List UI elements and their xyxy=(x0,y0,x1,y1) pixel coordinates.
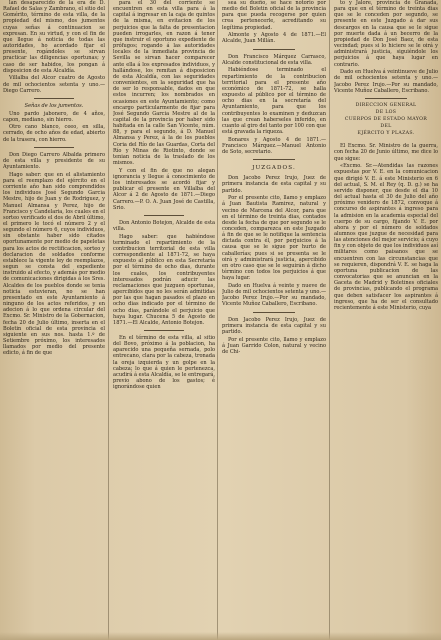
paragraph: Dado en Huelva á veinte y nueve de Julio de mil ochocientos setenta y uno.—Jacobo Perez Irujo.—Por su mandado, Vicente Muñoz Caballero, Escribano. xyxy=(222,282,326,308)
paragraph: Por el presente cito, llamo y emplazo á Juan Bautista Ramirez, natural y vecino de Marcena del Alcor, para que en el término de treinta dias, contados desde la fecha de que por segundo se le conceden, comparezca en este Juzgado á fin de que se le notifique la sentencia dictada contra él, por perjuicios á la causa que se le sigue por hurto de caballerías; pues si se presenta se le oirá y administrará justicia, apercibido en otro caso que se le seguirán á dicho término con todos los perjuicios á que haya lugar. xyxy=(222,195,326,282)
paragraph: Y con el fin de que no alegan ignorancia y llegue á conocimiento de los interesados se acordó fijar y publicar el presente en Villalba del Alcor á 2 de Agosto de 1871.—Diego Carrero.—P. O. A. Juan José de Castilla, Srio. xyxy=(113,167,215,211)
paragraph: En el término de esta villa, al sitio del Bovo, próximo á la poblacion, ha aparecido una pequeña sernada, polo entrecano, clara por la cabeza, tronada la oreja izquierda y un golpe en la cabeza; lo que á quien le pertenezca, acudirá á esta Alcaldía, se le entregará, previo abono de los gastos; é ignorándose quien xyxy=(113,334,215,391)
separator xyxy=(253,312,295,313)
section-subtitle: Señas de los jumentos. xyxy=(24,102,84,109)
column-2 xyxy=(113,0,215,640)
paragraph: Habiéndose terminado el repartimiento de la contribucion territorial para el presente año económico de 1871-72, se halla expuesto al público por el término de ocho dias en la secretaría del Ayuntamiento, para que los contribuyentes lo examinen y deduzcan las que crean haberseles inferido, en cuanto al giro del tanto por 100 con que está gravada la riqueza. xyxy=(222,67,326,135)
paragraph: Dado en Huelva á veintinueve de Julio de mil ochocientos setenta y uno.—Jacobo Perez Irujo.—Por su mandado, Vicente Muñoz Caballero, Escribano. xyxy=(334,69,438,94)
column-3 xyxy=(222,0,326,640)
column-divider xyxy=(108,0,109,640)
separator xyxy=(34,98,75,99)
paragraph: para el 30 del corriente se encuentren en esta villa para á la capital á ingresar en la caja de quintos de la misma, en evitacion de los perjuicios que la falta de presentacion pueden irrogarles, en razon á tener que instruir el oportuno expediente de prófugos; rogando á las autoridades locales de la inmediata provincia de Sevilla se sirvan hacer comparecer ante ella á los expresados individuos, y hallándose, los remitan á disposicion de esta Alcaldía, con las seguridades convenientes, en la seguridad que ha de ser lo responsable, dados en que estos incurren; los nombrados en ocasiones en este Ayuntamiento; como encargo particularmente de fijar para José Segundo Garcia Mestre al de la capital de la provincia por haber sido habitada en la calle San Vicente, núm. 88, y para el segundo, á D. Manuel Almansa y Perez, á la de los pueblos Coria del Río de las Guardas, Corta del Río y Minas de Riotinto, donde se tenian noticia de la traslado de los mismos. xyxy=(113,0,215,167)
paragraph: Por el presente cito, llamo y emplazo á Juan Garrido Colon, natural y vecino de Chi- xyxy=(222,336,326,355)
paragraph: El Excmo. Sr. Ministro de la guerra, con fecha 20 de Junio último, me dice lo que sigue: xyxy=(334,143,438,162)
paragraph: Hago saber: que en el alistamiento para el reemplazo del ejército en el corriente año han sido comprendidos los individuos José Segundo Garcia Mestre, hijo de Juan y de Rodriguez, y Manuel Almansa y Perez, hijo de Francisco y Candelaria, los cuales en el sorteo verificado el dos de Abril último, el primero le tocó el número 2 y el segundo el número 6, cuyos individuos, sin obstante haber sido citados oportunamente por medio de papeletas para los actos de rectificacion, sorteo y declaracion de soldados conforme establece la vigente ley de reemplazos, segun se consta del expediente instruido al efecto, y además por medio de comunicaciones dirigidas á los Sres. Alcaldes de los pueblos donde se tenia noticia estuvieran, no se han presentado en este Ayuntamiento á ninguno de los actos referidos, y en adecion á lo que ordena circular del Excmo. Sr. Ministro de la Gobernacion, fecha 20 de Julio último, inserta en el Boletin oficial de esta provincia el siguiente en sus nos. hasta 1.º de Setiembre próximo, los interesados llamados por medio del presente edicto, á fin de que xyxy=(3,171,105,357)
paragraph: «Excmo. Sr.—Atendidas las razones expuestas por V. E. en la comunicacion que dirigió V. E. á este Ministerio en 6 del actual, S. M. el Rey (q. D. g.) se ha servido disponer, que desde el dia 10 del actual hasta el 30 de Julio del año próximo venidero de 1872, convoque á concurso de aspirantes á ingreso para la admision en la academia especial del cuerpo de su cargo, fijando V. E. por ahora y por el número de soldados alumnos que juzgue de necesidad para las atenciones del mejor servicio; á cuyo fin y con objeto de que los individuos así militares como paisanos que se encuentren con las circunstancias que se requieren, dispondrá V. E. se haga la oportuna publicacion de las convocatorias que se anuncian en la Gaceta de Madrid y Boletines oficiales de provincias, publicando el programa que deben satisfacer los aspirantes á ingreso, que ha de ser el consultado recientemente á este Ministerio, cuya xyxy=(334,163,438,311)
paragraph: lan desaparecido de la era de D. Rafael de Salas y Zambrano, el sitio del Gomérito, término de esta villa, de la propiedad del mismo, dos jumentos cuyas señas á continuacion se expresan. En su virtud, y con el fin de que llegue á noticia de todas las autoridades, ho acordado fijar el presente, rogándoles se sirvan practicar las diligencias oportunas; y caso de ser habidos, los pongan á disposicion de esta Alcaldía. xyxy=(3,0,105,74)
section-heading: JUZGADOS. xyxy=(252,165,296,172)
section-heading: DIRECCION GENERAL xyxy=(355,102,417,108)
paragraph: Uno pardo jabonero, de 4 años, capon, mediano, sin hierro. xyxy=(3,110,105,123)
notice-heading: Don Francisco Márquez Carrasco, Alcalde constitucional de esta villa. xyxy=(222,53,326,66)
section-heading: DE LOS xyxy=(375,109,397,115)
column-1 xyxy=(3,0,105,640)
column-4 xyxy=(334,0,438,640)
column-divider xyxy=(217,0,218,640)
section-heading: CUERPOS DE ESTADO MAYOR xyxy=(344,117,428,123)
separator xyxy=(34,147,75,148)
section-heading: DEL xyxy=(380,124,392,130)
paragraph: Hago saber: que habiéndose terminado el repartimiento de la contribucion territorial de esta villa correspondiente al 1871-72, se haya expuesto al público en esta Secretaría por el término de ocho dias, durante los cuales, los contribuyentes interesados podrán aducir las reclamaciones que juzguen oportunas, apercibidos que no les serán admitidas por las que hagan pasados el plazo en ocho dias indicado por el término de ocho dias, parándole el perjuicio que haya lugar. Chucena 5 de Agosto de 1871.—El Alcalde, Antonio Botejon. xyxy=(113,233,215,326)
paragraph: Otro cano blanco, ceeo, en silla, cerrado, de ocho años de edad, abierto de la trasera, con hierro. xyxy=(3,124,105,143)
separator xyxy=(253,159,295,160)
separator xyxy=(144,215,185,216)
paragraph: to y Jalore, provincia de Granada, para que en el término de treinta dias que se le conceden por segundo, se presente en este Juzgado á dar sus descargos en la causa que se le sigue por muerte dada á un becerro de la propiedad de Don José Baez, de esta vecindad; pues si lo hiciere se le oirá y administrará justicia, siguiéndole los perjuicios á que haya lugar en contrario. xyxy=(334,0,438,68)
signature-line: Bonares y Agosto 4 de 1871.—Francisco Márquez.—Manuel Antonio de Soto, secretario. xyxy=(222,136,326,155)
notice-heading: Don Jacobo Perez Irujo, Juez de primera instancia de esta capital y su partido. xyxy=(222,316,326,335)
column-divider xyxy=(329,0,330,640)
signature-line: Almonte y Agosto 4 de 1871.—El Alcalde, Juan Millán. xyxy=(222,32,326,45)
section-heading: EJÉRCITO Y PLAZAS. xyxy=(357,131,415,137)
signature-line: Villalba del Alcor cuatro de Agosto de mil ochocientos setenta y uno.—Diego Carrero. xyxy=(3,75,105,94)
paragraph: sea su dueño, se hace notorio por medio del Boletin oficial de la provincia para que pueda recogerse por quien crea pertenecerle, acreditando su legítima propiedad. xyxy=(222,0,326,31)
notice-heading: Don Jacobo Perez Irujo, Juez de primera instancia de esta capital y su partido. xyxy=(222,175,326,194)
separator xyxy=(365,98,407,99)
separator xyxy=(253,49,295,50)
notice-heading: Don Diego Carrero Albalda primero de esta villa y presidente de su Ayuntamiento. xyxy=(3,151,105,171)
notice-heading: Don Antonio Botejon, Alcalde de esta villa. xyxy=(113,219,215,232)
separator xyxy=(144,330,185,331)
page-bottom-shadow xyxy=(0,632,441,640)
